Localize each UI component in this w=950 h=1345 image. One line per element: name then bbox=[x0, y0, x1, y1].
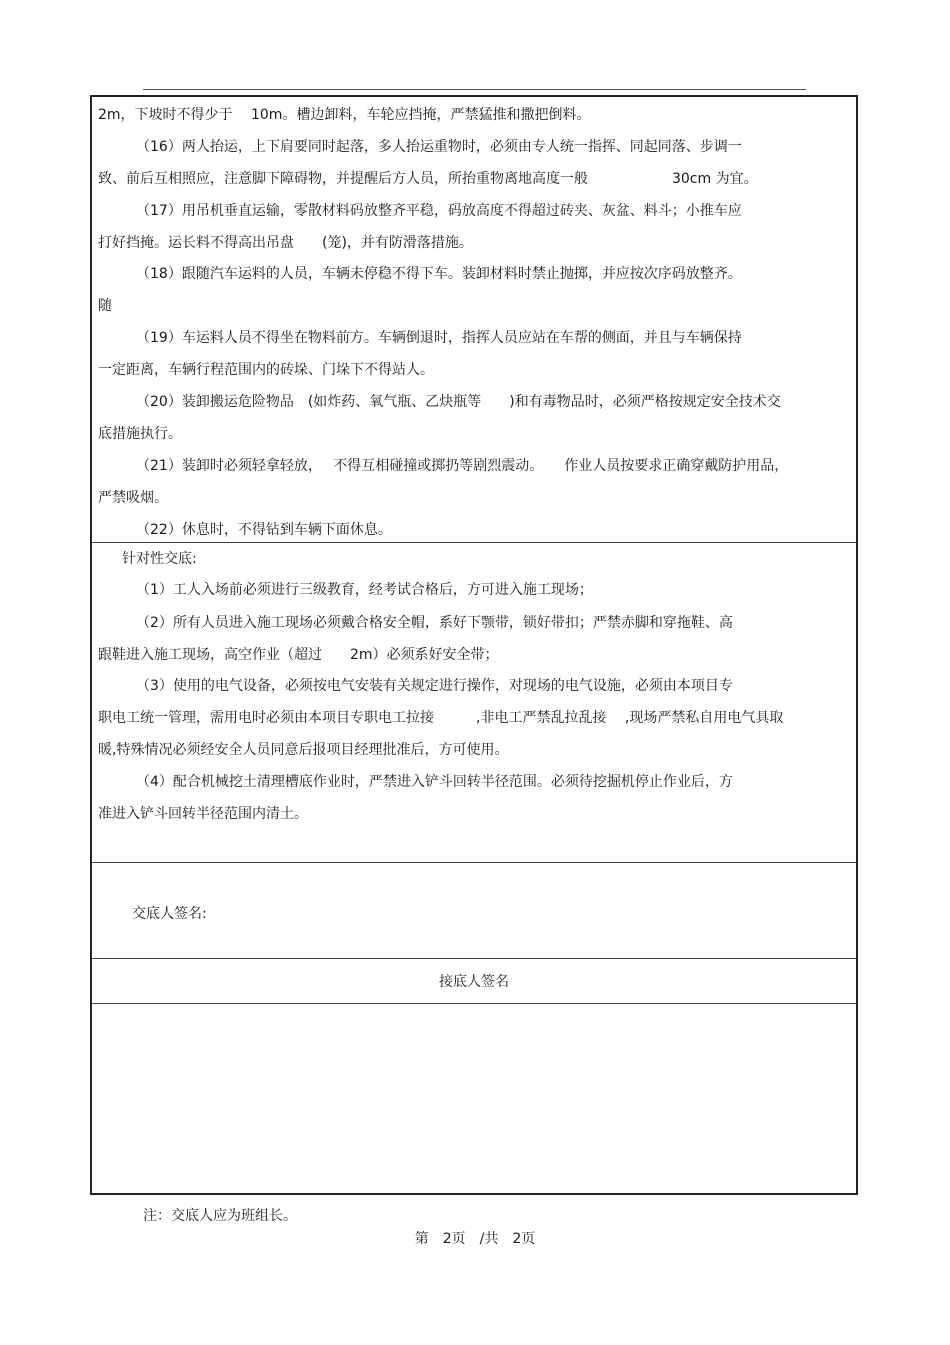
item-4: （4）配合机械挖土清理槽底作业时，严禁进入铲斗回转半径范围。必须待挖掘机停止作业后，方 bbox=[136, 774, 733, 790]
text-line: 底措施执行。 bbox=[98, 426, 182, 442]
clause-18: （18）跟随汽车运料的人员，车辆未停稳不得下车。装卸材料时禁止抛掷，并应按次序码放整齐。 bbox=[136, 266, 742, 282]
page-number: 第 2页 /共 2页 bbox=[414, 1231, 536, 1247]
clause-19: （19）车运料人员不得坐在物料前方。车辆倒退时，指挥人员应站在车帮的侧面，并且与车辆保持 bbox=[136, 330, 742, 346]
text-line: 暖,特殊情况必须经安全人员同意后报项目经理批准后，方可使用。 bbox=[98, 742, 509, 758]
clause-21: （21）装卸时必须轻拿轻放， 不得互相碰撞或掷扔等剧烈震动。 作业人员按要求正确穿戴防护用品， bbox=[136, 458, 789, 474]
giver-signature-cell bbox=[92, 863, 856, 959]
section-heading: 针对性交底: bbox=[122, 551, 197, 567]
text-line: 严禁吸烟。 bbox=[98, 490, 168, 506]
header-rule bbox=[143, 89, 806, 90]
text-line: 随 bbox=[98, 298, 112, 314]
footnote: 注：交底人应为班组长。 bbox=[143, 1208, 297, 1224]
clause-20: （20）装卸搬运危险物品 (如炸药、氧气瓶、乙炔瓶等 )和有毒物品时，必须严格按规定安全技术交 bbox=[136, 394, 781, 410]
general-provisions-section bbox=[92, 97, 856, 543]
receiver-signature-area bbox=[92, 1004, 856, 1193]
receiver-signature-header bbox=[92, 959, 856, 1004]
clause-16: （16）两人抬运，上下肩要同时起落，多人抬运重物时，必须由专人统一指挥、同起同落、步调一 bbox=[136, 139, 742, 155]
clause-22: （22）休息时，不得钻到车辆下面休息。 bbox=[136, 522, 392, 538]
text-line: 致、前后互相照应，注意脚下障碍物，并提醒后方人员，所抬重物离地高度一般 30cm 为宜。 bbox=[98, 171, 758, 187]
item-1: （1）工人入场前必须进行三级教育，经考试合格后，方可进入施工现场； bbox=[136, 582, 593, 598]
disclosure-table bbox=[90, 95, 858, 1195]
targeted-disclosure-section bbox=[92, 543, 856, 863]
text-line: 跟鞋进入施工现场，高空作业（超过 2m）必须系好安全带； bbox=[98, 647, 499, 663]
text-line: 打好挡掩。运长料不得高出吊盘 (笼)，并有防滑落措施。 bbox=[98, 235, 473, 251]
text-line: 准进入铲斗回转半径范围内清土。 bbox=[98, 806, 308, 822]
receiver-signature-label: 接底人签名 bbox=[439, 974, 509, 990]
text-line: 职电工统一管理，需用电时必须由本项目专职电工拉接 ,非电工严禁乱拉乱接 ,现场严禁私自用电气具取 bbox=[98, 710, 784, 726]
item-3: （3）使用的电气设备，必须按电气安装有关规定进行操作，对现场的电气设施，必须由本项目专 bbox=[136, 678, 733, 694]
clause-17: （17）用吊机垂直运输，零散材料码放整齐平稳，码放高度不得超过砖夹、灰盆、料斗；小推车应 bbox=[136, 203, 742, 219]
text-line: 2m，下坡时不得少于 10m。槽边卸料，车轮应挡掩，严禁猛推和撒把倒料。 bbox=[98, 107, 591, 123]
giver-signature-label: 交底人签名: bbox=[132, 906, 207, 922]
item-2: （2）所有人员进入施工现场必须戴合格安全帽，系好下颚带，锁好带扣；严禁赤脚和穿拖鞋、高 bbox=[136, 615, 733, 631]
text-line: 一定距离，车辆行程范围内的砖垛、门垛下不得站人。 bbox=[98, 362, 434, 378]
